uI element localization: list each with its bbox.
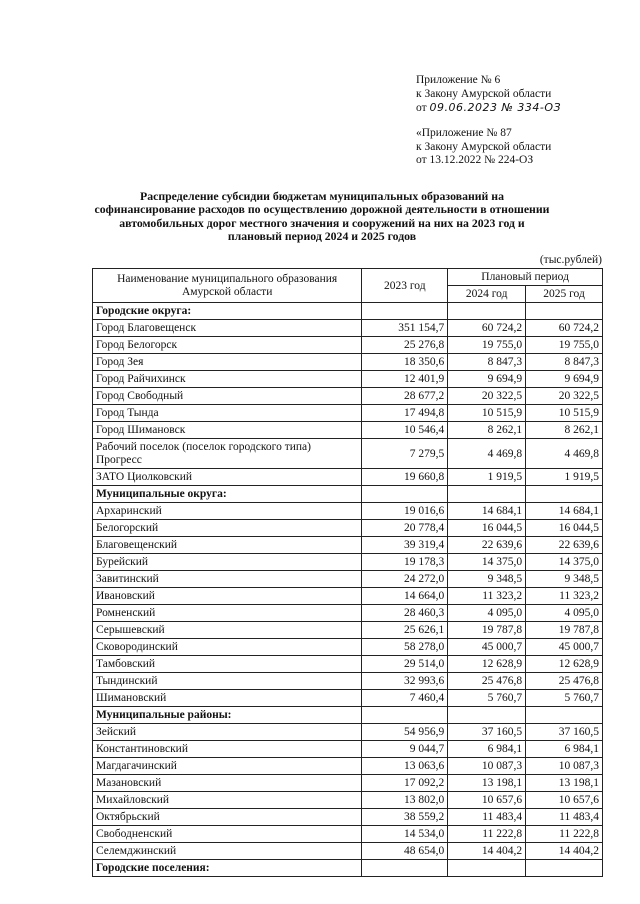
section-title: Городские поселения:	[93, 860, 362, 877]
table-row	[93, 537, 603, 554]
value-2024: 11 483,4	[448, 809, 526, 826]
value-2024: 13 198,1	[448, 775, 526, 792]
municipality-name: Ивановский	[93, 588, 362, 605]
municipality-name: Город Свободный	[93, 388, 362, 405]
value-2023: 9 044,7	[362, 741, 448, 758]
annex-new-date-prefix: от	[416, 102, 427, 114]
value-2023: 39 319,4	[362, 537, 448, 554]
table-row	[93, 843, 603, 860]
value-2025: 12 628,9	[526, 656, 603, 673]
value-2024: 25 476,8	[448, 673, 526, 690]
value-2025: 37 160,5	[526, 724, 603, 741]
value-2025: 11 222,8	[526, 826, 603, 843]
value-2023: 18 350,6	[362, 354, 448, 371]
value-2024: 45 000,7	[448, 639, 526, 656]
value-2023: 10 546,4	[362, 422, 448, 439]
value-2025: 4 469,8	[526, 439, 603, 469]
municipality-name: Серышевский	[93, 622, 362, 639]
municipality-name: Рабочий поселок (поселок городского типа) Прогресс	[93, 439, 362, 469]
value-2024: 11 323,2	[448, 588, 526, 605]
table-row	[93, 758, 603, 775]
value-2025: 19 755,0	[526, 337, 603, 354]
value-2024: 37 160,5	[448, 724, 526, 741]
table-row	[93, 690, 603, 707]
value-2025: 22 639,6	[526, 537, 603, 554]
value-2023: 13 802,0	[362, 792, 448, 809]
empty-cell	[362, 486, 448, 503]
municipality-name: Архаринский	[93, 503, 362, 520]
table-row	[93, 792, 603, 809]
value-2024: 60 724,2	[448, 320, 526, 337]
value-2024: 10 657,6	[448, 792, 526, 809]
empty-cell	[526, 303, 603, 320]
section-title: Городские округа:	[93, 303, 362, 320]
annex-new-law: к Закону Амурской области	[416, 87, 552, 100]
value-2025: 11 483,4	[526, 809, 603, 826]
table-row	[93, 405, 603, 422]
table-row	[93, 741, 603, 758]
table-row	[93, 371, 603, 388]
value-2024: 1 919,5	[448, 469, 526, 486]
municipality-name: Белогорский	[93, 520, 362, 537]
table-row	[93, 724, 603, 741]
value-2025: 5 760,7	[526, 690, 603, 707]
municipality-name: Сковородинский	[93, 639, 362, 656]
value-2023: 25 276,8	[362, 337, 448, 354]
value-2025: 10 657,6	[526, 792, 603, 809]
value-2025: 8 847,3	[526, 354, 603, 371]
value-2023: 38 559,2	[362, 809, 448, 826]
annex-old-block	[416, 127, 551, 168]
municipality-name: Шимановский	[93, 690, 362, 707]
section-row	[93, 860, 603, 877]
table-header-row	[93, 269, 603, 286]
empty-cell	[448, 860, 526, 877]
value-2023: 13 063,6	[362, 758, 448, 775]
value-2023: 17 092,2	[362, 775, 448, 792]
value-2025: 9 348,5	[526, 571, 603, 588]
municipality-name: Бурейский	[93, 554, 362, 571]
value-2024: 4 095,0	[448, 605, 526, 622]
value-2023: 29 514,0	[362, 656, 448, 673]
value-2023: 19 660,8	[362, 469, 448, 486]
municipality-name: Город Райчихинск	[93, 371, 362, 388]
value-2025: 16 044,5	[526, 520, 603, 537]
value-2024: 14 375,0	[448, 554, 526, 571]
value-2025: 25 476,8	[526, 673, 603, 690]
value-2023: 7 279,5	[362, 439, 448, 469]
value-2023: 48 654,0	[362, 843, 448, 860]
value-2023: 351 154,7	[362, 320, 448, 337]
value-2025: 4 095,0	[526, 605, 603, 622]
subsidy-table	[92, 268, 603, 877]
municipality-name: Зейский	[93, 724, 362, 741]
header-2024: 2024 год	[448, 286, 526, 303]
table-row	[93, 826, 603, 843]
table-row	[93, 320, 603, 337]
value-2025: 8 262,1	[526, 422, 603, 439]
value-2024: 11 222,8	[448, 826, 526, 843]
value-2025: 14 404,2	[526, 843, 603, 860]
annex-old-law: к Закону Амурской области	[416, 140, 552, 153]
empty-cell	[362, 303, 448, 320]
table-row	[93, 520, 603, 537]
municipality-name: Ромненский	[93, 605, 362, 622]
value-2024: 6 984,1	[448, 741, 526, 758]
value-2025: 1 919,5	[526, 469, 603, 486]
document-title: Распределение субсидии бюджетам муниципальных образований на софинансирование расходов по осуществлению дорожной деятельности в отношении автомобильных дорог местного значения и сооружений на них на 2023 год и плановый период 2024 и 2025 годов	[94, 189, 550, 243]
value-2023: 14 664,0	[362, 588, 448, 605]
municipality-name: Город Благовещенск	[93, 320, 362, 337]
value-2024: 20 322,5	[448, 388, 526, 405]
section-title: Муниципальные округа:	[93, 486, 362, 503]
value-2025: 14 375,0	[526, 554, 603, 571]
header-2025: 2025 год	[526, 286, 603, 303]
empty-cell	[526, 860, 603, 877]
value-2025: 60 724,2	[526, 320, 603, 337]
value-2025: 11 323,2	[526, 588, 603, 605]
value-2025: 20 322,5	[526, 388, 603, 405]
value-2023: 19 016,6	[362, 503, 448, 520]
value-2024: 19 755,0	[448, 337, 526, 354]
value-2025: 14 684,1	[526, 503, 603, 520]
value-2024: 9 694,9	[448, 371, 526, 388]
table-row	[93, 354, 603, 371]
municipality-name: Октябрьский	[93, 809, 362, 826]
municipality-name: Город Белогорск	[93, 337, 362, 354]
municipality-name: Город Шимановск	[93, 422, 362, 439]
value-2024: 8 262,1	[448, 422, 526, 439]
value-2023: 25 626,1	[362, 622, 448, 639]
value-2024: 12 628,9	[448, 656, 526, 673]
table-row	[93, 503, 603, 520]
value-2023: 28 677,2	[362, 388, 448, 405]
header-2023: 2023 год	[362, 269, 448, 303]
table-row	[93, 588, 603, 605]
value-2023: 54 956,9	[362, 724, 448, 741]
table-row	[93, 554, 603, 571]
value-2023: 12 401,9	[362, 371, 448, 388]
value-2024: 22 639,6	[448, 537, 526, 554]
empty-cell	[448, 707, 526, 724]
table-row	[93, 639, 603, 656]
table-row	[93, 388, 603, 405]
table-row	[93, 673, 603, 690]
empty-cell	[362, 707, 448, 724]
annex-old-date: от 13.12.2022 № 224-ОЗ	[416, 154, 534, 166]
value-2024: 10 087,3	[448, 758, 526, 775]
municipality-name: Селемджинский	[93, 843, 362, 860]
municipality-name: Михайловский	[93, 792, 362, 809]
section-row	[93, 707, 603, 724]
value-2023: 14 534,0	[362, 826, 448, 843]
municipality-name: Тындинский	[93, 673, 362, 690]
empty-cell	[526, 486, 603, 503]
value-2023: 7 460,4	[362, 690, 448, 707]
annex-new-date	[416, 101, 561, 116]
section-title: Муниципальные районы:	[93, 707, 362, 724]
table-body	[93, 303, 603, 877]
header-municipality: Наименование муниципального образования Амурской области	[93, 269, 362, 303]
empty-cell	[362, 860, 448, 877]
municipality-name: Благовещенский	[93, 537, 362, 554]
value-2024: 4 469,8	[448, 439, 526, 469]
table-row	[93, 422, 603, 439]
handwritten-date-number: 09.06.2023 № 334-ОЗ	[429, 101, 562, 114]
annex-new-block	[416, 74, 561, 116]
municipality-name: Завитинский	[93, 571, 362, 588]
municipality-name: Свободненский	[93, 826, 362, 843]
value-2023: 20 778,4	[362, 520, 448, 537]
table-row	[93, 656, 603, 673]
empty-cell	[526, 707, 603, 724]
value-2025: 10 087,3	[526, 758, 603, 775]
table-row	[93, 337, 603, 354]
section-row	[93, 486, 603, 503]
value-2024: 14 404,2	[448, 843, 526, 860]
value-2023: 32 993,6	[362, 673, 448, 690]
annex-old-number: «Приложение № 87	[416, 127, 512, 139]
value-2025: 19 787,8	[526, 622, 603, 639]
value-2023: 58 278,0	[362, 639, 448, 656]
municipality-name: Магдагачинский	[93, 758, 362, 775]
value-2023: 24 272,0	[362, 571, 448, 588]
value-2024: 19 787,8	[448, 622, 526, 639]
municipality-name: Мазановский	[93, 775, 362, 792]
table-row	[93, 622, 603, 639]
municipality-name: Город Зея	[93, 354, 362, 371]
table-row	[93, 469, 603, 486]
value-2025: 9 694,9	[526, 371, 603, 388]
annex-new-number: Приложение № 6	[416, 74, 501, 86]
municipality-name: Город Тында	[93, 405, 362, 422]
value-2024: 14 684,1	[448, 503, 526, 520]
empty-cell	[448, 486, 526, 503]
value-2025: 45 000,7	[526, 639, 603, 656]
value-2024: 9 348,5	[448, 571, 526, 588]
table-row	[93, 571, 603, 588]
municipality-name: Константиновский	[93, 741, 362, 758]
unit-label: (тыс.рублей)	[539, 254, 602, 266]
value-2025: 6 984,1	[526, 741, 603, 758]
municipality-name: ЗАТО Циолковский	[93, 469, 362, 486]
value-2025: 10 515,9	[526, 405, 603, 422]
value-2024: 5 760,7	[448, 690, 526, 707]
value-2025: 13 198,1	[526, 775, 603, 792]
header-planned-period: Плановый период	[448, 269, 603, 286]
empty-cell	[448, 303, 526, 320]
value-2023: 17 494,8	[362, 405, 448, 422]
value-2023: 19 178,3	[362, 554, 448, 571]
table-row	[93, 775, 603, 792]
value-2024: 16 044,5	[448, 520, 526, 537]
table-row	[93, 439, 603, 469]
table-row	[93, 605, 603, 622]
value-2023: 28 460,3	[362, 605, 448, 622]
value-2024: 10 515,9	[448, 405, 526, 422]
value-2024: 8 847,3	[448, 354, 526, 371]
municipality-name: Тамбовский	[93, 656, 362, 673]
table-row	[93, 809, 603, 826]
section-row	[93, 303, 603, 320]
